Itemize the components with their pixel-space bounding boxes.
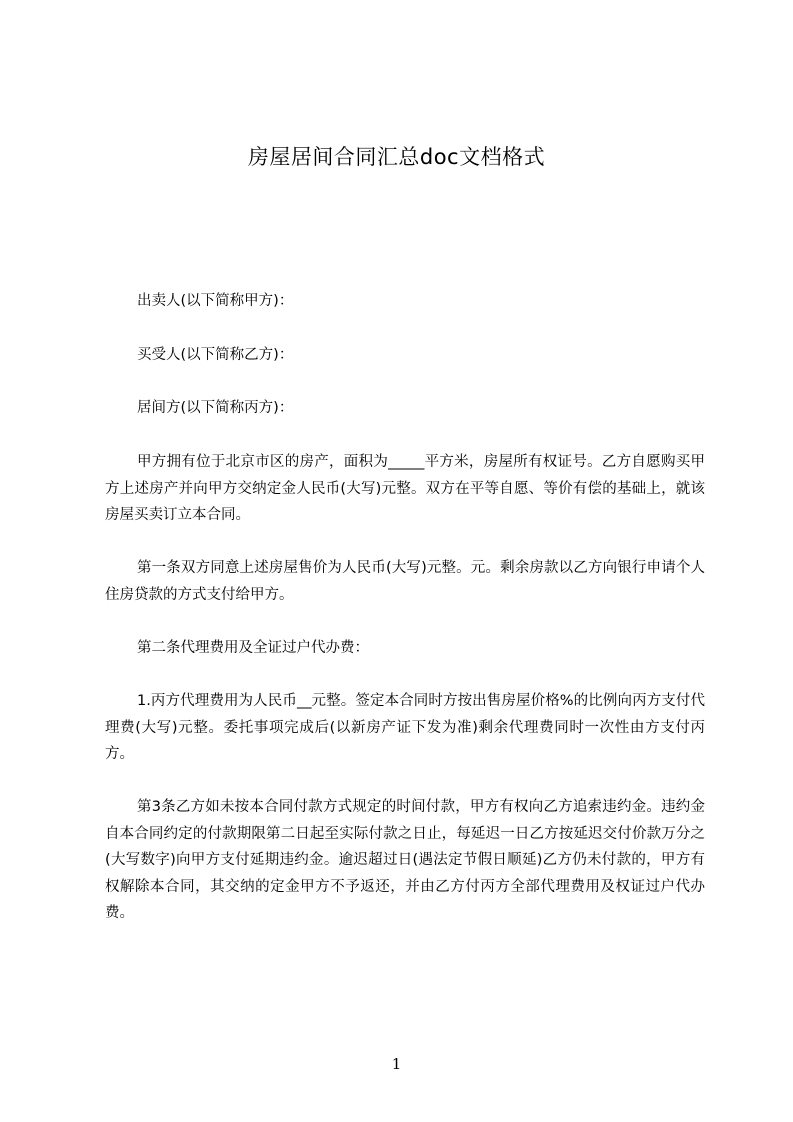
page-number: 1 [391, 1055, 402, 1073]
article-2-item-1: 1.丙方代理费用为人民币__元整。签定本合同时方按出售房屋价格%的比例向丙方支付代理费(大写)元整。委托事项完成后(以新房产证下发为准)剩余代理费同时一次性由方支付丙方。 [105, 693, 705, 762]
article-1-paragraph: 第一条双方同意上述房屋售价为人民币(大写)元整。元。剩余房款以乙方向银行申请个人住房贷款的方式支付给甲方。 [105, 560, 705, 603]
buyer-line: 买受人(以下简称乙方)： [137, 347, 294, 363]
document-title: 房屋居间合同汇总doc文档格式 [247, 145, 546, 169]
intermediary-line: 居间方(以下简称丙方)： [137, 400, 294, 416]
seller-line: 出卖人(以下简称甲方)： [137, 293, 294, 309]
article-3-paragraph: 第3条乙方如未按本合同付款方式规定的时间付款，甲方有权向乙方追索违约金。违约金自本合同约定的付款期限第二日起至实际付款之日止，每延迟一日乙方按延迟交付价款万分之(大写数字)向甲方支付延期违约金。逾迟超过日(遇法定节假日顺延)乙方仍未付款的，甲方有权解除本合同，其交纳的定金甲方不予返还，并由乙方付丙方全部代理费用及权证过户代办费。 [105, 799, 705, 921]
article-2-heading: 第二条代理费用及全证过户代办费： [137, 640, 369, 656]
intro-paragraph: 甲方拥有位于北京市区的房产，面积为_____平方米，房屋所有权证号。乙方自愿购买甲方上述房产并向甲方交纳定金人民币(大写)元整。双方在平等自愿、等价有偿的基础上，就该房屋买卖订立本合同。 [105, 454, 705, 523]
